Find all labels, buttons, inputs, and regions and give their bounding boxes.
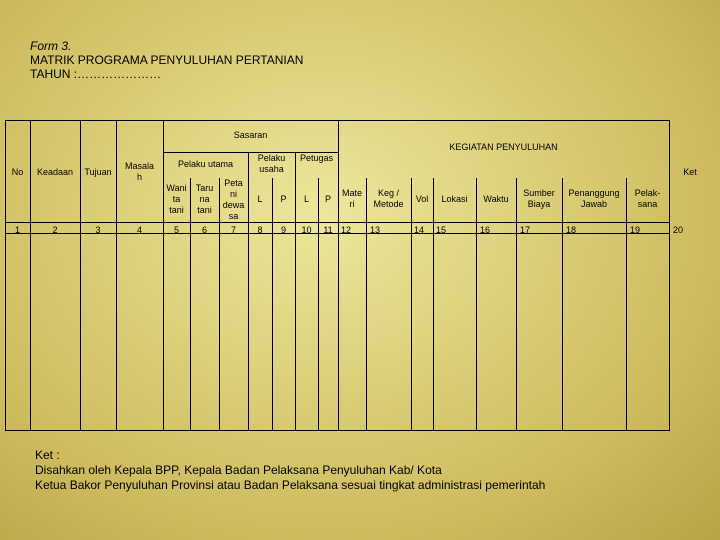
col-header-materi-line: Mate <box>341 188 362 198</box>
col-header-ket: Ket <box>683 167 697 177</box>
col-number: 7 <box>230 225 236 235</box>
col-header-petugas: Petugas <box>299 153 334 163</box>
col-header-wanita-tani-line: ta <box>172 194 181 204</box>
col-number: 16 <box>480 225 491 235</box>
group-header-kegiatan: KEGIATAN PENYULUHAN <box>449 142 558 152</box>
col-header-masalah-line: h <box>136 172 142 182</box>
col-number: 19 <box>630 225 641 235</box>
col-header-pelaku-usaha-line: usaha <box>259 164 284 174</box>
col-header-wanita-tani-line: Wani <box>166 183 187 193</box>
col-header-pelaksana-line: Pelak- <box>634 188 661 198</box>
col-header-petugas-l: L <box>303 194 309 204</box>
col-header-no: No <box>11 167 24 177</box>
col-header-pelaku-usaha-line: Pelaku <box>257 153 286 163</box>
col-divider <box>318 178 319 431</box>
col-header-pelaku-usaha-p: P <box>280 194 287 204</box>
col-number: 9 <box>280 225 286 235</box>
col-divider <box>338 120 339 431</box>
col-number: 3 <box>95 225 101 235</box>
page-title: MATRIK PROGRAMA PENYULUHAN PERTANIAN <box>30 53 304 67</box>
col-divider <box>272 178 273 431</box>
form-label: Form 3. <box>30 39 72 53</box>
col-header-tujuan: Tujuan <box>84 167 112 177</box>
col-header-pelaku-usaha-l: L <box>257 194 263 204</box>
table-right-border <box>669 120 670 431</box>
group-header-pelaku-utama: Pelaku utama <box>177 159 234 169</box>
col-number: 6 <box>201 225 207 235</box>
col-number: 17 <box>520 225 531 235</box>
col-number: 14 <box>414 225 425 235</box>
col-header-taruna-tani-line: na <box>199 194 210 204</box>
col-header-keadaan: Keadaan <box>36 167 74 177</box>
col-header-petani-dewasa-line: ni <box>229 189 237 199</box>
col-divider <box>433 178 434 431</box>
col-header-vol: Vol <box>415 194 429 204</box>
col-number: 15 <box>436 225 447 235</box>
col-header-sumber-biaya-line: Biaya <box>527 199 551 209</box>
col-divider <box>366 178 367 431</box>
col-header-penanggung-jawab-line: Penanggung <box>568 188 620 198</box>
col-divider <box>516 178 517 431</box>
col-divider <box>476 178 477 431</box>
col-header-masalah-line: Masala <box>124 161 154 171</box>
col-number: 20 <box>673 225 684 235</box>
col-number: 8 <box>257 225 263 235</box>
footer-approval-line: Disahkan oleh Kepala BPP, Kepala Badan Pelaksana Penyuluhan Kab/ Kota <box>35 463 442 477</box>
col-number: 13 <box>370 225 381 235</box>
col-header-petani-dewasa-line: Peta <box>224 178 243 188</box>
col-divider <box>562 178 563 431</box>
col-header-keg-metode-line: Keg / <box>377 188 399 198</box>
col-number: 5 <box>173 225 179 235</box>
col-header-petugas-p: P <box>324 194 331 204</box>
col-divider <box>626 178 627 431</box>
col-divider <box>190 178 191 431</box>
col-header-taruna-tani-line: Taru <box>195 183 214 193</box>
col-header-lokasi: Lokasi <box>441 194 468 204</box>
col-header-wanita-tani-line: tani <box>169 205 184 215</box>
col-header-taruna-tani-line: tani <box>197 205 212 215</box>
col-header-keg-metode-line: Metode <box>373 199 404 209</box>
col-header-pelaksana-line: sana <box>637 199 658 209</box>
group-header-sasaran: Sasaran <box>233 130 268 140</box>
col-number: 1 <box>14 225 20 235</box>
col-header-waktu: Waktu <box>483 194 509 204</box>
year-label: TAHUN :………………… <box>30 67 162 81</box>
col-number: 2 <box>52 225 58 235</box>
footer-ket-label: Ket : <box>35 448 60 462</box>
col-header-petani-dewasa-line: dewa <box>222 200 245 210</box>
col-divider <box>411 178 412 431</box>
col-header-sumber-biaya-line: Sumber <box>523 188 555 198</box>
col-header-penanggung-jawab-line: Jawab <box>580 199 607 209</box>
col-header-materi-line: ri <box>349 199 355 209</box>
col-number: 10 <box>301 225 312 235</box>
col-number: 12 <box>341 225 352 235</box>
col-number: 11 <box>323 225 333 235</box>
col-number: 4 <box>136 225 142 235</box>
footer-approval-line: Ketua Bakor Penyuluhan Provinsi atau Badan Pelaksana sesuai tingkat administrasi pemerintah <box>35 478 546 492</box>
col-header-petani-dewasa-line: sa <box>228 211 239 221</box>
col-number: 18 <box>566 225 577 235</box>
